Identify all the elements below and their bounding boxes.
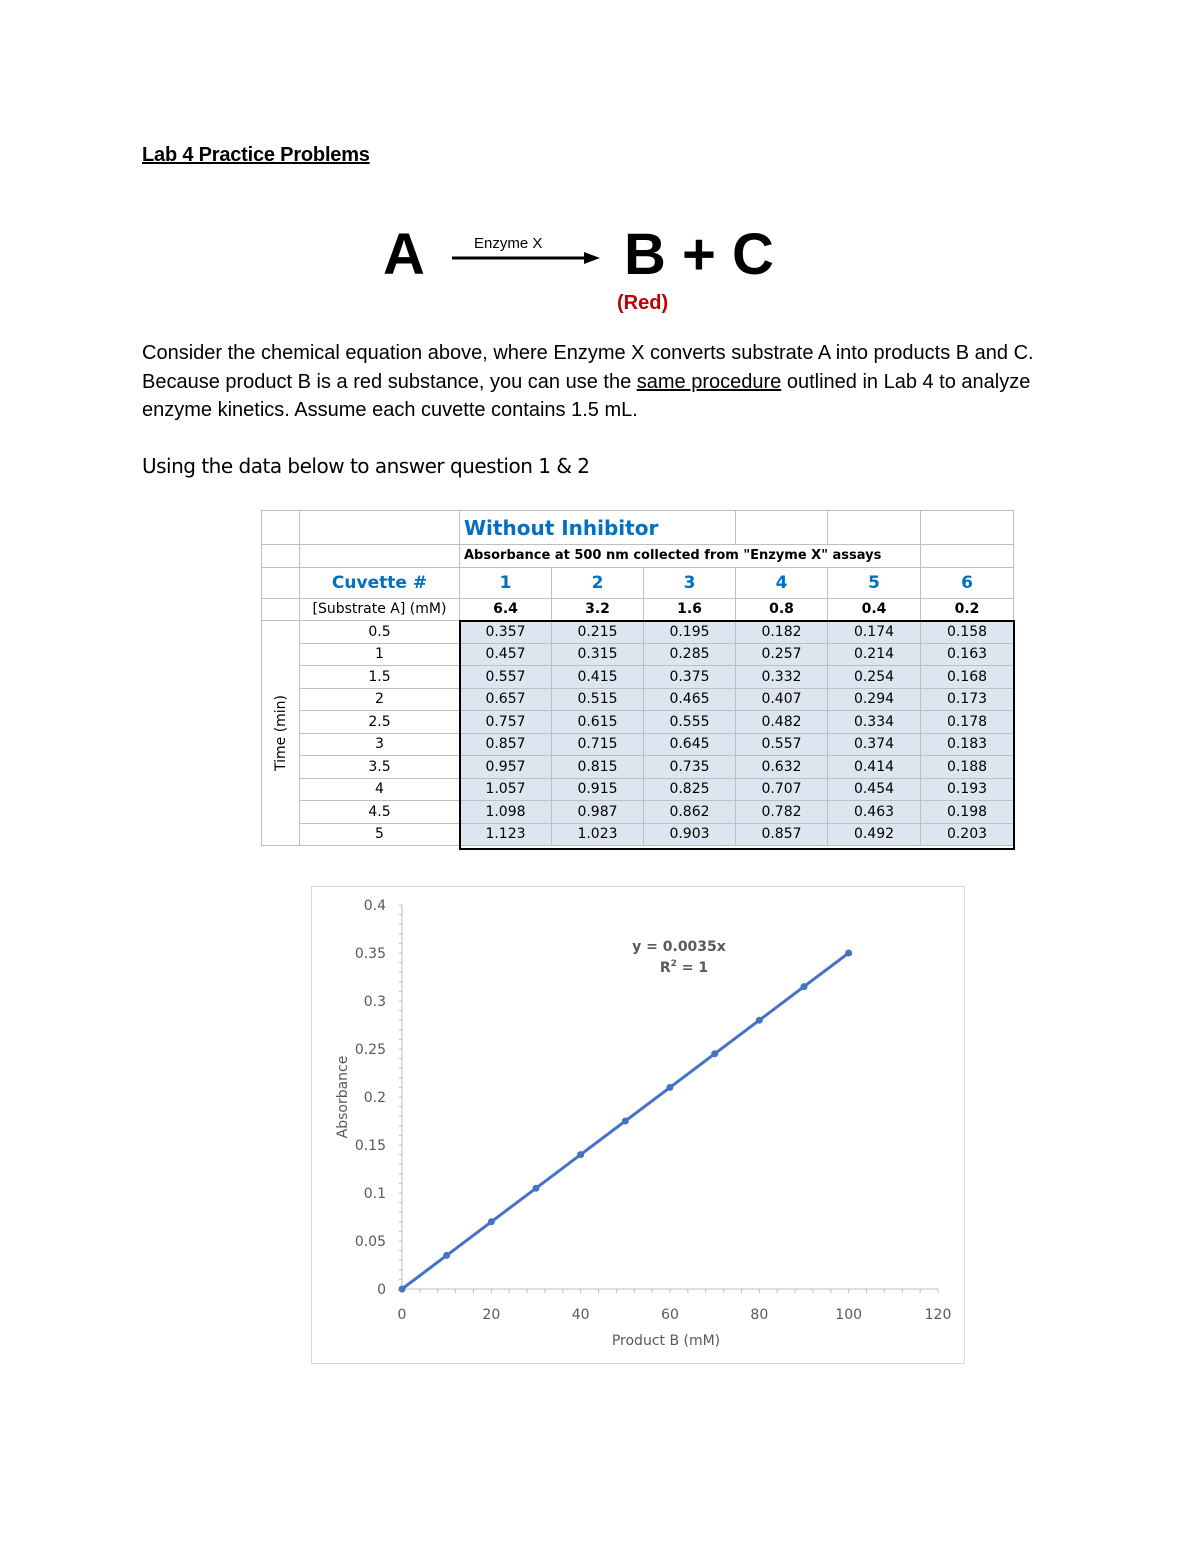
data-point [845,950,852,957]
trendline-equation: y = 0.0035x [632,939,726,955]
time-axis-cell [262,621,300,846]
x-tick-label: 20 [482,1307,501,1323]
substrate-header: [Substrate A] (mM) [300,598,460,621]
absorbance-value: 0.178 [921,711,1014,734]
time-value: 4.5 [300,801,460,824]
absorbance-value: 0.294 [828,688,921,711]
cuvette-number: 2 [552,567,644,598]
absorbance-value: 0.198 [921,801,1014,824]
paragraph-text-1: Consider the chemical equation above, where Enzyme X converts substrate A into products B and C. Because product B is a red substance, you can use the [142,342,1034,393]
absorbance-value: 1.123 [460,823,552,846]
table-row [262,621,1014,644]
reaction-arrow-icon [452,250,600,266]
empty-cell [262,545,300,568]
intro-paragraph [142,339,1072,425]
absorbance-value: 0.158 [921,621,1014,644]
time-value: 5 [300,823,460,846]
absorbance-value: 0.715 [552,733,644,756]
table-row [262,778,1014,801]
absorbance-value: 0.555 [644,711,736,734]
absorbance-value: 0.163 [921,643,1014,666]
cuvette-header: Cuvette # [300,567,460,598]
absorbance-value: 0.862 [644,801,736,824]
absorbance-value: 0.815 [552,756,644,779]
empty-cell [262,567,300,598]
x-tick-label: 0 [397,1307,407,1323]
r-squared-label [660,959,708,976]
data-point [488,1218,495,1225]
cuvette-number: 6 [921,567,1014,598]
y-tick-label: 0.1 [363,1186,386,1202]
substrate-concentration: 0.4 [828,598,921,621]
absorbance-value: 0.332 [736,666,828,689]
absorbance-value: 1.023 [552,823,644,846]
absorbance-value: 0.515 [552,688,644,711]
table-row [262,733,1014,756]
absorbance-value: 0.457 [460,643,552,666]
data-point [577,1151,584,1158]
time-value: 3.5 [300,756,460,779]
table-row [262,711,1014,734]
absorbance-value: 0.557 [736,733,828,756]
r2-exponent: 2 [670,959,677,969]
absorbance-value: 0.257 [736,643,828,666]
table-row [262,666,1014,689]
y-tick-label: 0.35 [354,946,386,962]
absorbance-value: 0.645 [644,733,736,756]
time-value: 2.5 [300,711,460,734]
absorbance-value: 0.203 [921,823,1014,846]
table-row [262,688,1014,711]
standard-curve-chart [311,886,965,1364]
absorbance-value: 1.057 [460,778,552,801]
data-point [533,1185,540,1192]
r2-letter: R [659,960,671,976]
y-tick-label: 0.15 [354,1138,386,1154]
absorbance-value: 0.465 [644,688,736,711]
absorbance-value: 0.168 [921,666,1014,689]
empty-cell [736,511,828,545]
absorbance-value: 0.188 [921,756,1014,779]
substrate-concentration: 6.4 [460,598,552,621]
y-tick-label: 0.4 [363,898,386,914]
absorbance-value: 0.374 [828,733,921,756]
x-tick-label: 60 [661,1307,679,1323]
absorbance-value: 0.285 [644,643,736,666]
absorbance-value: 0.254 [828,666,921,689]
y-tick-label: 0.25 [354,1042,386,1058]
y-tick-label: 0.2 [363,1090,386,1106]
substrate-concentration: 1.6 [644,598,736,621]
y-tick-label: 0 [377,1282,386,1298]
absorbance-value: 0.463 [828,801,921,824]
data-point [756,1017,763,1024]
absorbance-value: 0.195 [644,621,736,644]
y-tick-label: 0.3 [363,994,386,1010]
time-value: 1 [300,643,460,666]
absorbance-table [261,510,1014,846]
absorbance-value: 0.632 [736,756,828,779]
absorbance-value: 0.857 [460,733,552,756]
substrate-concentration: 3.2 [552,598,644,621]
chart-svg [312,887,966,1365]
time-value: 2 [300,688,460,711]
absorbance-value: 0.214 [828,643,921,666]
equation-products: B + C [624,222,774,287]
absorbance-value: 0.174 [828,621,921,644]
data-point [711,1050,718,1057]
paragraph-text-2: outlined in Lab 4 to analyze enzyme kinetics. Assume each cuvette contains 1.5 mL. [142,370,1031,421]
absorbance-value: 0.707 [736,778,828,801]
data-point [801,983,808,990]
absorbance-value: 0.657 [460,688,552,711]
data-point [399,1286,406,1293]
data-point [667,1084,674,1091]
table-row [262,801,1014,824]
y-axis-title: Absorbance [335,1055,351,1139]
substrate-concentration: 0.8 [736,598,828,621]
absorbance-value: 0.183 [921,733,1014,756]
absorbance-value: 0.857 [736,823,828,846]
absorbance-value: 0.987 [552,801,644,824]
y-tick-label: 0.05 [354,1234,386,1250]
absorbance-value: 0.173 [921,688,1014,711]
absorbance-value: 0.182 [736,621,828,644]
absorbance-value: 0.757 [460,711,552,734]
cuvette-number: 3 [644,567,736,598]
empty-cell [300,545,460,568]
absorbance-value: 0.193 [921,778,1014,801]
absorbance-value: 0.334 [828,711,921,734]
empty-cell [262,511,300,545]
absorbance-value: 0.407 [736,688,828,711]
empty-cell [921,545,1014,568]
absorbance-value: 0.915 [552,778,644,801]
time-label: Time (min) [272,694,289,772]
absorbance-value: 0.782 [736,801,828,824]
empty-cell [262,598,300,621]
table-row [262,756,1014,779]
table-row [262,823,1014,846]
absorbance-value: 0.357 [460,621,552,644]
equation-product-note: (Red) [617,292,669,314]
empty-cell [300,511,460,545]
absorbance-value: 0.414 [828,756,921,779]
data-point [443,1252,450,1259]
absorbance-value: 0.735 [644,756,736,779]
empty-cell [921,511,1014,545]
absorbance-value: 1.098 [460,801,552,824]
absorbance-value: 0.315 [552,643,644,666]
substrate-concentration: 0.2 [921,598,1014,621]
data-point [622,1118,629,1125]
absorbance-value: 0.615 [552,711,644,734]
absorbance-value: 0.415 [552,666,644,689]
cuvette-number: 1 [460,567,552,598]
paragraph-underlined: same procedure [636,370,782,393]
table-description: Absorbance at 500 nm collected from "Enzyme X" assays [460,545,921,568]
absorbance-value: 0.492 [828,823,921,846]
time-value: 1.5 [300,666,460,689]
time-value: 4 [300,778,460,801]
x-tick-label: 120 [924,1307,952,1323]
x-tick-label: 40 [571,1307,590,1323]
equation-enzyme-label: Enzyme X [474,235,543,252]
x-tick-label: 80 [750,1307,769,1323]
r2-value: = 1 [676,960,709,976]
table-row [262,643,1014,666]
equation-substrate: A [383,222,425,287]
absorbance-value: 0.454 [828,778,921,801]
page-title: Lab 4 Practice Problems [142,144,370,166]
cuvette-number: 5 [828,567,921,598]
time-value: 0.5 [300,621,460,644]
absorbance-value: 0.825 [644,778,736,801]
time-value: 3 [300,733,460,756]
x-axis-title: Product B (mM) [611,1333,721,1349]
empty-cell [828,511,921,545]
section-subheading: Using the data below to answer question 1 & 2 [142,454,590,478]
absorbance-value: 0.215 [552,621,644,644]
absorbance-value: 0.557 [460,666,552,689]
absorbance-value: 0.375 [644,666,736,689]
absorbance-value: 0.482 [736,711,828,734]
x-tick-label: 100 [835,1307,863,1323]
cuvette-number: 4 [736,567,828,598]
absorbance-value: 0.957 [460,756,552,779]
absorbance-value: 0.903 [644,823,736,846]
condition-title: Without Inhibitor [460,511,736,545]
